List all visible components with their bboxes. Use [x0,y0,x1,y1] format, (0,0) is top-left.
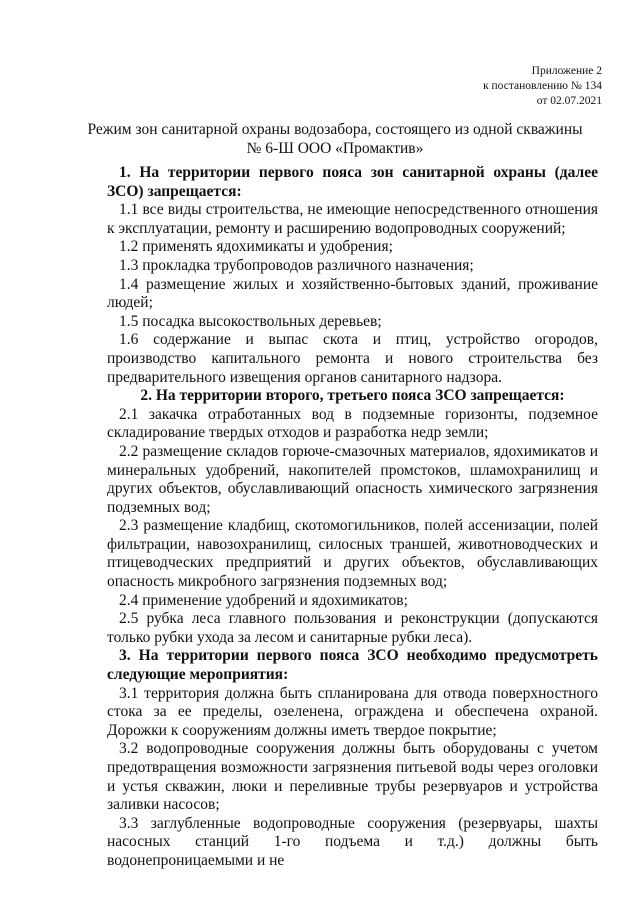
appendix-reference [483,64,602,109]
item-3-3: 3.3 заглубленные водопроводные сооружения (резервуары, шахты насосных станций 1-го подъема и т.д.) должны быть водонепроницаемыми и не [107,814,598,869]
item-1-1: 1.1 все виды строительства, не имеющие непосредственного отношения к эксплуатации, ремонту и расширению водопроводных сооружений; [107,201,598,237]
section-2-heading: 2. На территории второго, третьего пояса ЗСО запрещается: [140,387,565,405]
resolution-date: от 02.07.2021 [536,95,602,107]
item-2-1: 2.1 закачка отработанных вод в подземные горизонты, подземное складирование твердых отходов и разработка недр земли; [107,405,598,442]
item-1-6: 1.6 содержание и выпас скота и птиц, устройство огородов, производство капитального ремонта и нового строительства без предварительного извещения органов санитарного надзора. [107,331,598,386]
section-1-heading: 1. На территории первого пояса зон санитарной охраны (далее ЗСО) запрещается: [107,164,598,200]
item-1-4: 1.4 размещение жилых и хозяйственно-бытовых зданий, проживание людей; [107,275,598,312]
item-2-3: 2.3 размещение кладбищ, скотомогильников, полей ассенизации, полей фильтрации, навозохранилищ, силосных траншей, животноводческих и птицеводческих предприятий и других объектов, обуславливающих опасность микробного загрязнения подземных вод; [107,517,598,591]
document-title [60,120,610,158]
item-1-5: 1.5 посадка высокоствольных деревьев; [119,312,382,330]
item-3-1: 3.1 территория должна быть спланирована для отвода поверхностного стока за ее пределы, озеленена, ограждена и обеспечена охраной. Дорожки к сооружениям должны иметь твердое покрытие; [107,684,598,739]
document-body [107,164,598,871]
item-1-2: 1.2 применять ядохимикаты и удобрения; [119,238,393,256]
title-line-2: № 6-Ш ООО «Промактив» [246,140,424,157]
section-3-heading: 3. На территории первого пояса ЗСО необходимо предусмотреть следующие мероприятия: [107,647,598,684]
resolution-number: к постановлению № 134 [483,80,602,92]
appendix-label: Приложение 2 [531,65,602,77]
item-3-2: 3.2 водопроводные сооружения должны быть оборудованы с учетом предотвращения возможности загрязнения питьевой воды через оголовки и устья скважин, люки и переливные трубы резервуаров и устройства заливки насосов; [107,740,598,814]
title-line-1: Режим зон санитарной охраны водозабора, состоящего из одной скважины [87,121,583,138]
item-2-2: 2.2 размещение складов горюче-смазочных материалов, ядохимикатов и минеральных удобрений, накопителей промстоков, шламохранилищ и других объектов, обуславливающий опасность химического загрязнения подземных вод; [107,442,598,516]
item-2-5: 2.5 рубка леса главного пользования и реконструкции (допускаются только рубки ухода за лесом и санитарные рубки леса). [107,610,598,646]
item-1-3: 1.3 прокладка трубопроводов различного назначения; [119,256,474,274]
item-2-4: 2.4 применение удобрений и ядохимикатов; [119,591,408,609]
